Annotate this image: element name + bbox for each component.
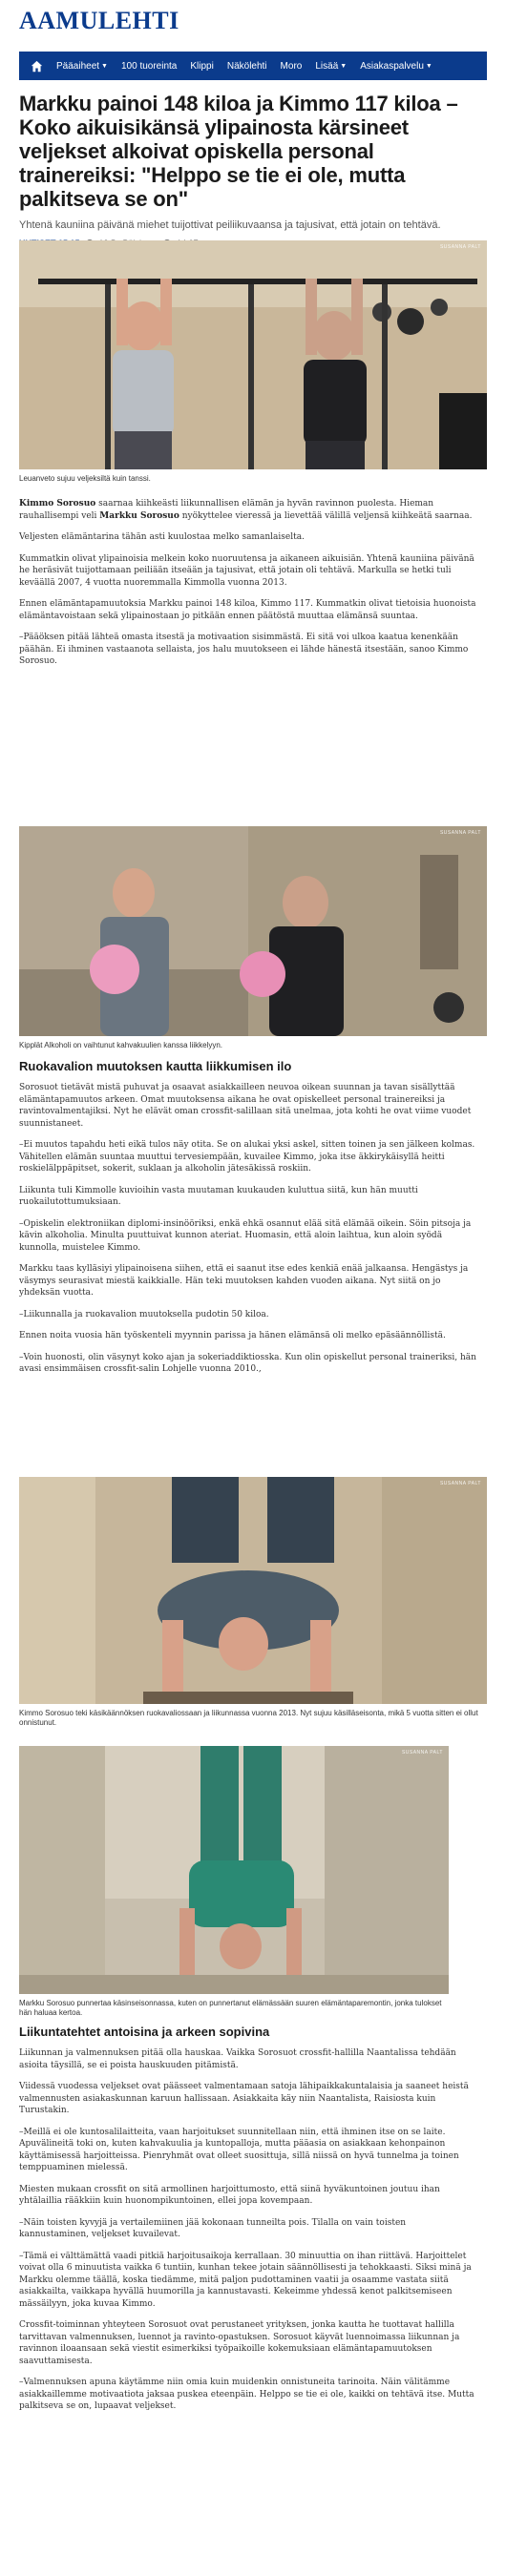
body-paragraph: Markku taas kylläsiyi ylipainoisena siihen, että ei saanut itse edes kenkiä enää jalkaansa. Hengästys ja väsymys seurasivat miestä kaikkialle. Hän teki muutoksen kahden vuoden aikana. Nyt siitä on jo yhdeksän vuotta. [19, 1264, 469, 1298]
article-title: Markku painoi 148 kiloa ja Kimmo 117 kiloa – Koko aikuisikänsä ylipainosta kärsineet veljekset alkoivat opiskella personal trainereiksi: "Helppo se tie ei ole, mutta palkitseva se on" [19, 92, 458, 211]
nav-item-klippi[interactable]: Klippi [190, 60, 214, 72]
photo-credit: SUSANNA PALT [439, 830, 481, 836]
body-paragraph: –Voin huonosti, olin väsynyt koko ajan ja sokeriaddiktiosska. Kun olin opiskellut personal traineriksi, hän avasi ensimmäisen crossfit-salin Lohjelle vuonna 2010., [19, 1352, 476, 1374]
figure-pullups [19, 240, 487, 484]
section-heading: Liikuntatehtet antoisina ja arkeen sopivina [19, 2025, 270, 2039]
photo-caption: Kipplät Alkoholi on vaihtunut kahvakuulien kanssa liikkelyyn. [19, 1041, 223, 1049]
chevron-down-icon: ▼ [340, 62, 348, 70]
body-paragraph: –Näin toisten kyvyjä ja vertailemiinen jää kokonaan tunneilta pois. Tilalla on vain toisten kannustaminen, veljekset kuvailevat. [19, 2217, 407, 2239]
article-header [19, 92, 487, 248]
body-paragraph: Kummatkin olivat ylipainoisia melkein koko nuoruutensa ja aikaneen aikuisiän. Yhtenä kauniina päivänä he heräsivät tuijottamaan peiliään itseään ja tajusivat, että jotain oli tehtävä. Markulla se hetki tuli keväällä 2007, 4 vuotta nuoremmalla Kimmolla vuonna 2013. [19, 553, 474, 588]
nav-item-asiakaspalvelu[interactable]: Asiakaspalvelu ▼ [360, 60, 432, 72]
photo-caption: Kimmo Sorosuo teki käsikäännöksen ruokavaliossaan ja liikunnassa vuonna 2013. Nyt sujuu käsilläseisonta, mikä 5 vuotta sitten ei ollut onnistunut. [19, 1709, 478, 1727]
person-name: Markku Sorosuo [99, 510, 179, 521]
photo-pullups[interactable] [19, 240, 487, 469]
section-heading: Ruokavalion muutoksen kautta liikkumisen ilo [19, 1059, 292, 1073]
person-name: Kimmo Sorosuo [19, 499, 96, 509]
photo-caption: Markku Sorosuo punnertaa käsinseisonnassa, kuten on punnertanut elämässään suuren elämäntaparemontin, jonka tulokset hän haluaa kertoa. [19, 1999, 442, 2017]
home-icon[interactable] [27, 52, 46, 80]
body-paragraph: Sorosuot tietävät mistä puhuvat ja osaavat asiakkailleen neuvoa oikean suunnan ja tavan sisällyttää elämäntapamuutos arkeen. Omat muutoksensa aikana he ovat opiskelleet personal trainereiksi ja ravintovalmentajiksi. Nyt he elävät oman crossfit-salillaan sitä unelmaa, jota kohti he ovat viime vuodet suunnistaneet. [19, 1083, 472, 1129]
body-paragraph: Kimmo Sorosuo saarnaa kiihkeästi liikunnallisen elämän ja hyvän ravinnon puolesta. Hieman rauhallisempi veli Markku Sorosuo nyökyttelee vieressä ja lievettää välillä veljensä kiihkeätä saarnaa. [19, 499, 473, 521]
main-navigation [19, 52, 487, 80]
photo-handstand-pushup[interactable] [19, 1746, 449, 1994]
body-paragraph: –Meillä ei ole kuntosalilaitteita, vaan harjoitukset suunnitellaan niin, että ihminen itse on se laite. Apuvälineitä toki on, kuten kahvakuulia ja kuntopalloja, mutta pääasia on asiakkaan kehonpainon käyttämisessä harjoitteissa. Pienryhmät ovat olleet suosittuja, sillä niissä on hyvä tunnelma ja toinen temppuaminen mielessä. [19, 2127, 459, 2172]
photo-credit: SUSANNA PALT [439, 244, 481, 250]
body-paragraph: –Tämä ei välttämättä vaadi pitkiä harjoitusaikoja kerrallaan. 30 minuuttia on ihan riittävä. Harjoittelet voivat olla 6 minuutista vaikka 6 tuntiin, kunhan tekee jotain säännöllisesti ja tehokkaasti. Siksi minä ja Markku olemme täällä, koska tiedämme, mitä paljon pudottaminen vaatii ja osaamme vastata siitä asiakkailta, vaikkapa hyvällä huumorilla ja kannustavasti. Kekeimme yhdessä kenot palkitsemiseen mässäilyyn, joka kuvaa Kimmo. [19, 2251, 472, 2309]
photo-handstand[interactable] [19, 1477, 487, 1704]
site-header [0, 0, 506, 52]
figure-handstand-pushup [19, 1746, 449, 2018]
nav-item-nakolehti[interactable]: Näkölehti [226, 60, 267, 72]
photo-credit: SUSANNA PALT [401, 1750, 443, 1755]
nav-item-moro[interactable]: Moro [280, 60, 303, 72]
body-paragraph: Miesten mukaan crossfit on sitä armollinen harjoittumosto, että siinä hyväkuntoinen joutuu ihan yhtälaillia rääkkiin kuin huonompikuntoinen, ellei jopa kovempaan. [19, 2184, 440, 2206]
body-paragraph: Ennen elämäntapamuutoksia Markku painoi 148 kiloa, Kimmo 117. Kummatkin olivat tietoisia huonoista elämäntavoistaan sekä ylipainostaan jo pitkään ennen päätöstä muuttaa elämänsä suuntaa. [19, 599, 476, 621]
article-lead: Yhtenä kauniina päivänä miehet tuijottivat peiliikuvaansa ja tajusivat, että jotain on tehtävä. [19, 219, 441, 231]
body-paragraph: Veljesten elämäntarina tähän asti kuulostaa melko samanlaiselta. [19, 532, 305, 542]
body-paragraph: –Ei muutos tapahdu heti eikä tulos näy otita. Se on alukai yksi askel, sitten toinen ja sen jälkeen kolmas. Vähitellen elämän suuntaa muuttui tervesiempään, kuvailee Kimmo, joka itse äkkirykäisyllä heitti roskielälppäpitset, sokerit, suklaan ja alkoholin jätesäkissä roskiin. [19, 1140, 475, 1174]
body-paragraph: –Liikunnalla ja ruokavalion muutoksella pudotin 50 kiloa. [19, 1309, 269, 1319]
body-paragraph: Viidessä vuodessa veljekset ovat päässeet valmentamaan satoja lähipaikkakuntalaisia ja saaneet heistä valmennusten asiakaskunnan karuun hallissaan. Asiakkaita käy niin Naantalista, Raisiosta kuin Turustakin. [19, 2082, 469, 2115]
photo-credit: SUSANNA PALT [439, 1481, 481, 1486]
article-body-section-2 [19, 1059, 477, 1385]
body-paragraph: Liikunnan ja valmennuksen pitää olla hauskaa. Vaikka Sorosuot crossfit-hallilla Naantalissa tehdään asioita täysillä, se ei poista hauskuuden pitämistä. [19, 2048, 456, 2070]
article-body-section-3 [19, 2025, 477, 2422]
chevron-down-icon: ▼ [425, 62, 432, 70]
body-paragraph: –Valmennuksen apuna käytämme niin omia kuin muidenkin onnistuneita tarinoita. Näin välitämme asiakkaillemme motivaatiota jaksaa puskea eteenpäin. Helppo se tie ei ole, kaikki on tehtävä itse. Mutta palkitseva se on, lupaavat veljekset. [19, 2378, 474, 2411]
body-paragraph: Liikunta tuli Kimmolle kuvioihin vasta muutaman kuukauden kuluttua siitä, kun hän muutti ruokailutottumuksiaan. [19, 1185, 418, 1207]
body-paragraph: Ennen noita vuosia hän työskenteli myynnin parissa ja hänen elämänsä oli melko epäsäännöllistä. [19, 1331, 446, 1340]
photo-kettlebells[interactable] [19, 826, 487, 1036]
chevron-down-icon: ▼ [101, 62, 108, 70]
photo-caption: Leuanveto sujuu veljeksiltä kuin tanssi. [19, 474, 151, 483]
article-body-section-1 [19, 498, 477, 677]
figure-kettlebells [19, 826, 487, 1050]
body-paragraph: –Opiskelin elektroniikan diplomi-insinööriksi, enkä ehkä osannut elää sitä elämää oikein. Söin pitsoja ja kävin alkoholia. Minulta puuttuivat kunnon ateriat. Huomasin, että aloin laihtua, kun aloin syödä kunnolla, muistelee Kimmo. [19, 1218, 472, 1253]
figure-handstand [19, 1477, 487, 1728]
body-paragraph: –Pääöksen pitää lähteä omasta itsestä ja motivaation sisimmästä. Ei sitä voi ulkoa kaatua kenenkään päähän. Ei ihminen vastaanota sellaista, jos halu muutokseen ei lähde hänestä itsestään, sanoo Kimmo Sorosuo. [19, 633, 469, 666]
nav-item-lisaa[interactable]: Lisää ▼ [315, 60, 348, 72]
nav-item-paaaiheet[interactable]: Pääaiheet ▼ [56, 60, 108, 72]
site-logo[interactable]: AAMULEHTI [19, 7, 179, 34]
body-paragraph: Crossfit-toiminnan yhteyteen Sorosuot ovat perustaneet yrityksen, jonka kautta he tuottavat hallilla tarvittavan valmennuksen, luennot ja ravinto-opastuksen. Sorosuot käyvät luennoimassa liikunnan ja ravinnon iloaansaan sekä viestit esimerkiksi työpaikoille kokemuksiaan elämäntapamuutoksen saavuttamisesta. [19, 2320, 460, 2366]
nav-item-100-tuoreinta[interactable]: 100 tuoreinta [120, 60, 178, 72]
